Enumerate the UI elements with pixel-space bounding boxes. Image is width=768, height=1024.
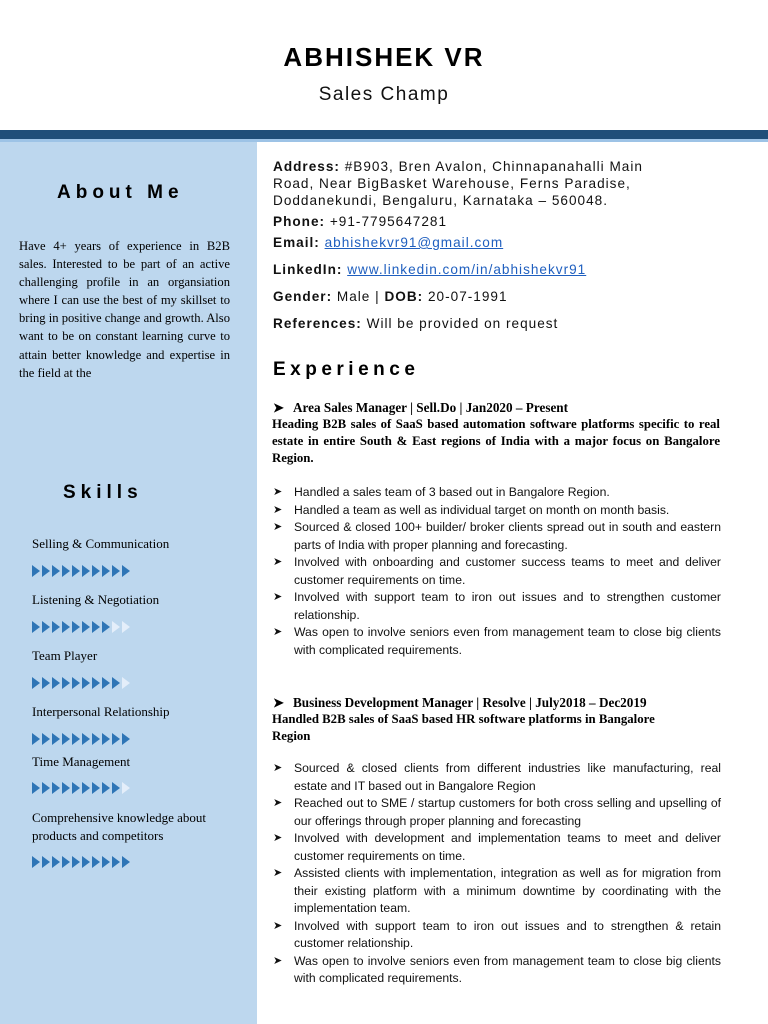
bullet-arrow-icon: ➤ (273, 626, 283, 638)
rating-empty-icon (122, 782, 130, 794)
job-title-text: Area Sales Manager | Sell.Do | Jan2020 – Present (293, 400, 569, 415)
job-bullets (273, 760, 721, 988)
gender-dob (273, 288, 723, 305)
rating-filled-icon (62, 856, 70, 868)
phone-label: Phone: (273, 214, 326, 229)
rating-filled-icon (112, 677, 120, 689)
bullet-arrow-icon: ➤ (273, 797, 283, 809)
rating-filled-icon (82, 856, 90, 868)
bullet-arrow-icon: ➤ (273, 832, 283, 844)
list-item (273, 554, 721, 589)
list-item (273, 484, 721, 502)
bullet-text: Handled a team as well as individual target on month on month basis. (294, 502, 670, 517)
rating-filled-icon (112, 782, 120, 794)
address-line-2: Road, Near BigBasket Warehouse, Ferns Paradise, (273, 176, 631, 191)
phone (273, 213, 723, 230)
list-item (273, 502, 721, 520)
rating-filled-icon (122, 733, 130, 745)
rating-filled-icon (32, 621, 40, 633)
bullet-text: Involved with support team to iron out issues and to strengthen & retain customer relationship. (294, 918, 721, 950)
bullet-text: Sourced & closed clients from different industries like manufacturing, real estate and IT based out in Bangalore Region (294, 761, 721, 793)
linkedin-link[interactable]: www.linkedin.com/in/abhishekvr91 (347, 262, 587, 277)
bullet-arrow-icon: ➤ (273, 954, 283, 967)
skill-label: Time Management (32, 754, 131, 769)
rating-filled-icon (102, 621, 110, 633)
header-divider-band (0, 130, 768, 139)
rating-filled-icon (92, 856, 100, 868)
job-title (273, 400, 568, 416)
rating-filled-icon (82, 782, 90, 794)
skill-rating (32, 620, 132, 634)
linkedin-label: LinkedIn: (273, 262, 343, 277)
list-item (273, 589, 721, 624)
skill-rating (32, 781, 132, 795)
email-link[interactable]: abhishekvr91@gmail.com (324, 235, 504, 250)
bullet-arrow-icon: ➤ (273, 591, 283, 603)
list-item (273, 795, 721, 830)
list-item (273, 953, 721, 988)
bullet-text: Was open to involve seniors even from management team to close big clients with complicated requirements. (294, 625, 721, 657)
rating-filled-icon (72, 621, 80, 633)
rating-filled-icon (52, 621, 60, 633)
rating-filled-icon (32, 565, 40, 577)
rating-filled-icon (102, 733, 110, 745)
rating-filled-icon (102, 856, 110, 868)
bullet-arrow-icon: ➤ (273, 695, 285, 710)
bullet-text: Involved with support team to iron out issues and to strengthen customer relationship. (294, 590, 721, 622)
bullet-text: Reached out to SME / startup customers for both cross selling and upselling of our offerings through proper planning and forecasting (294, 796, 721, 828)
skill-rating (32, 676, 132, 690)
gender-label: Gender: (273, 289, 333, 304)
address-line-3: Doddanekundi, Bengaluru, Karnataka – 560048. (273, 193, 608, 208)
rating-filled-icon (62, 677, 70, 689)
rating-filled-icon (112, 733, 120, 745)
references-label: References: (273, 316, 362, 331)
experience-heading: Experience (273, 359, 420, 380)
rating-filled-icon (52, 677, 60, 689)
bullet-arrow-icon: ➤ (273, 521, 283, 533)
rating-filled-icon (122, 856, 130, 868)
rating-empty-icon (112, 621, 120, 633)
email-label: Email: (273, 235, 320, 250)
bullet-arrow-icon: ➤ (273, 400, 285, 415)
rating-filled-icon (72, 733, 80, 745)
rating-filled-icon (62, 733, 70, 745)
address-line-1: #B903, Bren Avalon, Chinnapanahalli Main (344, 159, 643, 174)
skill-rating (32, 564, 132, 578)
rating-filled-icon (82, 621, 90, 633)
skill-label: Team Player (32, 648, 98, 663)
rating-empty-icon (122, 677, 130, 689)
rating-filled-icon (42, 782, 50, 794)
rating-filled-icon (42, 565, 50, 577)
rating-filled-icon (32, 856, 40, 868)
bullet-arrow-icon: ➤ (273, 867, 283, 879)
rating-filled-icon (72, 782, 80, 794)
dob-value: 20-07-1991 (428, 289, 508, 304)
rating-filled-icon (102, 565, 110, 577)
list-item (273, 624, 721, 659)
rating-filled-icon (72, 856, 80, 868)
rating-filled-icon (122, 565, 130, 577)
list-item (273, 519, 721, 554)
rating-filled-icon (42, 621, 50, 633)
rating-filled-icon (42, 677, 50, 689)
skill-rating (32, 855, 132, 869)
address (273, 158, 723, 175)
about-text: Have 4+ years of experience in B2B sales. Interested to be part of an active challenging profile in an organsiation where I can use the best of my skillset to bring in positive change and growth. Also want to be on constant learning curve to attain better knowledge and expertise in the field at the (19, 239, 230, 380)
rating-filled-icon (62, 782, 70, 794)
bullet-text: Involved with development and implementation teams to meet and deliver customer requirements on time. (294, 831, 721, 863)
rating-filled-icon (82, 733, 90, 745)
candidate-title: Sales Champ (318, 84, 450, 105)
skill-label: Selling & Communication (32, 536, 170, 551)
rating-filled-icon (42, 856, 50, 868)
rating-filled-icon (82, 565, 90, 577)
about-heading: About Me (57, 182, 184, 203)
skill-label: Comprehensive knowledge about products and competitors (32, 810, 207, 843)
rating-filled-icon (62, 565, 70, 577)
rating-filled-icon (92, 733, 100, 745)
bullet-arrow-icon: ➤ (273, 919, 283, 932)
bullet-arrow-icon: ➤ (273, 503, 283, 516)
rating-filled-icon (92, 565, 100, 577)
bullet-text: Sourced & closed 100+ builder/ broker clients spread out in south and eastern parts of India with proper planning and forecasting. (294, 520, 721, 552)
rating-filled-icon (102, 677, 110, 689)
dob-label: DOB: (384, 289, 424, 304)
rating-filled-icon (52, 856, 60, 868)
bullet-arrow-icon: ➤ (273, 556, 283, 568)
job-summary: Heading B2B sales of SaaS based automation software platforms specific to real estate in entire South & East regions of India with a major focus on Bangalore Region. (272, 417, 720, 465)
gender-value: Male (336, 289, 371, 304)
skill-label: Interpersonal Relationship (32, 704, 170, 719)
skill-label: Listening & Negotiation (32, 592, 160, 607)
phone-value: +91-7795647281 (329, 214, 448, 229)
job-summary: Handled B2B sales of SaaS based HR software platforms in Bangalore Region (272, 712, 655, 743)
list-item (273, 918, 721, 953)
rating-filled-icon (92, 677, 100, 689)
rating-filled-icon (72, 677, 80, 689)
bullet-text: Assisted clients with implementation, integration as well as for migration from their existing platform with a minimum downtime by coordinating with the implementation team. (294, 866, 721, 915)
rating-filled-icon (92, 782, 100, 794)
rating-filled-icon (72, 565, 80, 577)
linkedin (273, 261, 723, 278)
references (273, 315, 723, 332)
rating-filled-icon (112, 565, 120, 577)
resume-header (0, 0, 768, 130)
list-item (273, 865, 721, 918)
rating-filled-icon (52, 782, 60, 794)
bullet-text: Was open to involve seniors even from management team to close big clients with complicated requirements. (294, 953, 721, 985)
rating-filled-icon (52, 733, 60, 745)
skill-rating (32, 732, 132, 746)
bullet-text: Involved with onboarding and customer success teams to meet and deliver customer requirements on time. (294, 555, 721, 587)
list-item (273, 830, 721, 865)
job-title-text: Business Development Manager | Resolve | July2018 – Dec2019 (293, 695, 647, 710)
rating-filled-icon (82, 677, 90, 689)
rating-filled-icon (32, 733, 40, 745)
job-bullets (273, 484, 721, 659)
address-label: Address: (273, 159, 340, 174)
rating-filled-icon (52, 565, 60, 577)
list-item (273, 760, 721, 795)
candidate-name: ABHISHEK VR (283, 42, 485, 72)
references-value: Will be provided on request (366, 316, 559, 331)
rating-filled-icon (32, 677, 40, 689)
rating-filled-icon (62, 621, 70, 633)
rating-filled-icon (112, 856, 120, 868)
separator: | (375, 289, 380, 304)
bullet-arrow-icon: ➤ (273, 486, 283, 498)
rating-filled-icon (42, 733, 50, 745)
rating-filled-icon (92, 621, 100, 633)
skills-heading: Skills (63, 482, 143, 503)
job-title (273, 695, 647, 711)
bullet-text: Handled a sales team of 3 based out in Bangalore Region. (294, 485, 610, 499)
email (273, 234, 723, 251)
bullet-arrow-icon: ➤ (273, 762, 283, 774)
rating-empty-icon (122, 621, 130, 633)
rating-filled-icon (32, 782, 40, 794)
rating-filled-icon (102, 782, 110, 794)
